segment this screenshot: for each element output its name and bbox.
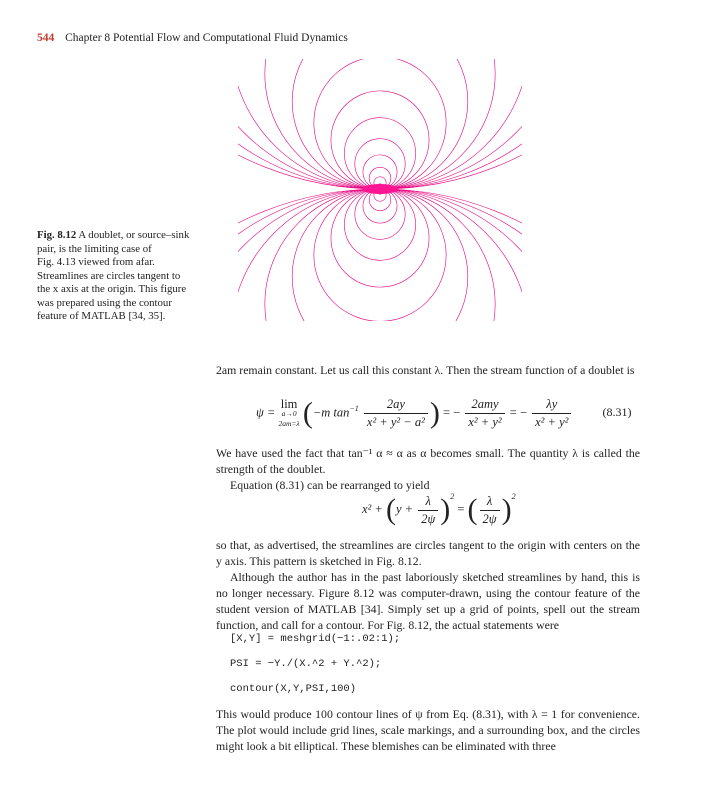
eq-equals-2: = − <box>509 405 527 420</box>
paragraph-4 <box>216 537 640 633</box>
streamline-circle <box>292 189 468 325</box>
code-line-1: [X,Y] = meshgrid(−1:.02:1); <box>230 633 401 645</box>
chapter-title: Chapter 8 Potential Flow and Computational Fluid Dynamics <box>65 32 348 44</box>
paragraph-6-text: This would produce 100 contour lines of ψ from Eq. (8.31), with λ = 1 for convenience. The plot would include grid lines, scale markings, and a surrounding box, and the circles might look a bit elliptical. These blemishes can be eliminated with three <box>216 707 640 753</box>
streamline-circle <box>355 139 405 189</box>
eq2-y-term: y + <box>395 502 414 516</box>
eq2-frac2-den: 2ψ <box>482 511 497 526</box>
streamline-circle <box>210 55 550 189</box>
paragraph-5-text: Although the author has in the past laboriously sketched streamlines by hand, this is no longer necessary. Figure 8.12 was computer-drawn, using the contour feature of the student version of MATLAB [34]. Simply set up a grid of points, spell out the stream function, and call for a contour. For Fig. 8.12, the actual statements were <box>216 570 640 632</box>
caption-line-4: Streamlines are circles tangent to <box>37 269 181 282</box>
eq-lim-sub1: a→0 <box>281 408 297 418</box>
streamline-circle <box>265 55 495 189</box>
code-line-2: PSI = −Y./(X.^2 + Y.^2); <box>230 658 382 670</box>
eq2-frac1-num: λ <box>418 494 438 511</box>
streamline-circle <box>210 189 550 325</box>
eq-frac3 <box>532 397 571 430</box>
paragraph-2-text: We have used the fact that tan⁻¹ α ≈ α as α becomes small. The quantity λ is called the strength of the doublet. <box>216 446 640 476</box>
doublet-core <box>362 184 398 194</box>
streamline-circle <box>292 55 468 189</box>
equation-8-31 <box>256 397 632 430</box>
eq2-paren2-open: ( <box>467 493 478 527</box>
caption-line-5: the x axis at the origin. This figure <box>37 283 187 295</box>
code-line-3: contour(X,Y,PSI,100) <box>230 683 357 695</box>
eq-frac2 <box>465 397 504 430</box>
caption-line-2: pair, is the limiting case of <box>37 242 152 255</box>
caption-line-7: feature of MATLAB [34, 35]. <box>37 310 166 322</box>
eq2-paren2-close: ) <box>501 493 512 527</box>
doublet-streamline-figure <box>210 55 550 325</box>
eq-term1-sup: −1 <box>349 404 359 414</box>
streamline-circle <box>314 189 446 321</box>
streamline-circle <box>344 118 415 189</box>
equation-rearranged <box>362 492 516 527</box>
caption-line-1: A doublet, or source–sink <box>78 229 190 241</box>
eq2-paren-close: ) <box>440 493 451 527</box>
page-number: 544 <box>37 32 55 44</box>
eq-frac3-num: λy <box>532 397 571 414</box>
paragraph-4-text: so that, as advertised, the streamlines are circles tangent to the origin with centers on the y axis. This pattern is sketched in Fig. 8.12. <box>216 538 640 568</box>
eq-equals-1: = − <box>443 405 461 420</box>
streamline-circle <box>314 57 446 189</box>
paragraph-3-text: Equation (8.31) can be rearranged to yield <box>230 478 430 492</box>
streamline-circle <box>331 189 429 287</box>
eq2-sq1: 2 <box>450 492 455 501</box>
figure-caption <box>37 229 205 324</box>
eq-frac1-num: 2ay <box>364 397 428 414</box>
eq2-frac1 <box>418 494 438 527</box>
streamline-circle <box>344 189 415 260</box>
paragraph-1-text: 2am remain constant. Let us call this constant λ. Then the stream function of a doublet is <box>216 363 635 377</box>
eq2-frac2-num: λ <box>480 494 500 511</box>
caption-line-3: Fig. 4.13 viewed from afar. <box>37 256 155 268</box>
eq-paren-open: ( <box>302 396 313 430</box>
streamline-circle <box>355 189 405 239</box>
streamline-circle <box>210 55 550 189</box>
eq-frac3-den: x² + y² <box>535 415 569 429</box>
eq2-frac2 <box>480 494 500 527</box>
eq2-sq2: 2 <box>511 492 516 501</box>
figure-label: Fig. 8.12 <box>37 229 77 241</box>
page-header <box>37 32 348 44</box>
eq2-paren-open: ( <box>385 493 396 527</box>
streamline-circle <box>265 189 495 325</box>
eq-limit <box>278 396 300 429</box>
eq-lim-sub2: 2am=λ <box>278 418 300 428</box>
eq-frac1 <box>364 397 428 430</box>
caption-line-6: was prepared using the contour <box>37 296 172 309</box>
eq2-lhs: x² + <box>362 502 383 516</box>
paragraph-6 <box>216 706 640 754</box>
eq-frac2-num: 2amy <box>465 397 504 414</box>
streamline-circle <box>210 189 550 325</box>
streamline-circle <box>231 189 530 325</box>
eq-frac2-den: x² + y² <box>468 415 502 429</box>
eq-paren-close: ) <box>429 396 440 430</box>
eq-term1: −m tan <box>312 405 350 420</box>
eq-number: (8.31) <box>602 405 632 420</box>
streamline-circle <box>210 189 550 325</box>
paragraph-1 <box>216 362 640 378</box>
streamline-circle <box>210 55 550 189</box>
eq2-equals: = <box>457 502 465 516</box>
eq-lim-word: lim <box>280 396 298 411</box>
eq-frac1-den: x² + y² − a² <box>366 415 425 429</box>
streamline-circle <box>331 91 429 189</box>
eq-psi: ψ = <box>256 405 276 420</box>
eq2-frac1-den: 2ψ <box>421 511 436 526</box>
paragraph-2 <box>216 445 640 493</box>
